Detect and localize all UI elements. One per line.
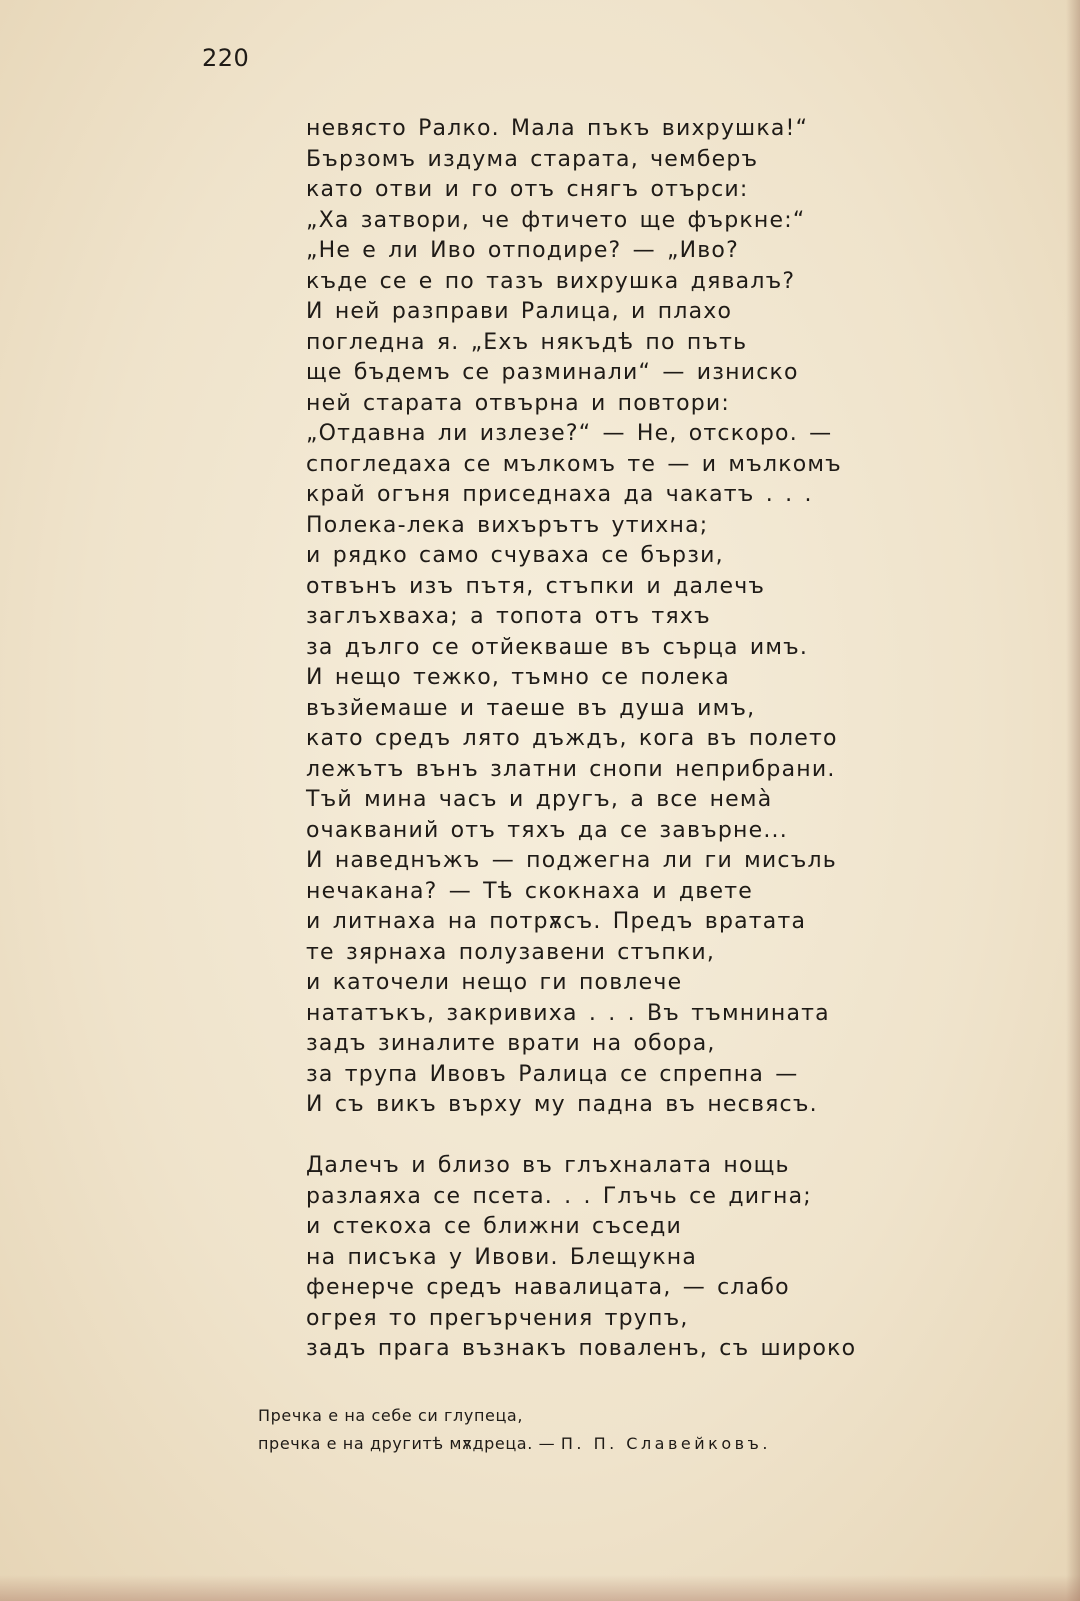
- poem-line: и рядко само счуваха се бързи,: [306, 543, 724, 568]
- poem-line: заглъхваха; а топота отъ тяхъ: [306, 604, 711, 629]
- poem-line: задъ зиналите врати на обора,: [306, 1031, 716, 1056]
- poem-line: фенерче средъ навалицата, — слабо: [306, 1275, 790, 1300]
- poem-line: ней старата отвърна и повтори:: [306, 390, 730, 416]
- poem-text: [306, 114, 906, 1365]
- poem-line: нечакана? — Тѣ скокнаха и двете: [306, 878, 753, 904]
- poem-line: И ней разправи Ралица, и плахо: [306, 299, 733, 324]
- poem-line: на писъка у Ивови. Блещукна: [306, 1244, 698, 1270]
- poem-line: погледна я. „Ехъ някъдѣ по пъть: [306, 329, 748, 355]
- poem-line: невясто Ралко. Мала пъкъ вихрушка!“: [306, 116, 809, 141]
- page-edge-shadow-right: [1066, 0, 1080, 1601]
- stanza-2: [306, 1151, 906, 1365]
- poem-line: спогледаха се мълкомъ те — и мълкомъ: [306, 451, 842, 477]
- poem-line: край огъня приседнаха да чакатъ . . .: [306, 482, 813, 507]
- poem-line: като средъ лято дъждъ, кога въ полето: [306, 726, 838, 751]
- epigraph-author: П. П. Славейковъ.: [560, 1434, 771, 1453]
- poem-line: възйемаше и таеше въ душа имъ,: [306, 695, 756, 721]
- poem-line: и литнаха на потрѫсъ. Предъ вратата: [306, 909, 807, 934]
- poem-line: и стекоха се ближни съседи: [306, 1214, 683, 1239]
- poem-line: за дълго се отйекваше въ сърца имъ.: [306, 634, 809, 660]
- stanza-1: [306, 114, 906, 1121]
- poem-line: разлаяха се псета. . . Глъчь се дигна;: [306, 1183, 812, 1209]
- poem-line: лежътъ вънъ златни снопи неприбрани.: [306, 756, 836, 782]
- epigraph-line-1: Пречка е на себе си глупеца,: [258, 1406, 524, 1425]
- poem-line: „Отдавна ли излезе?“ — Не, отскоро. —: [306, 421, 833, 446]
- page-number: 220: [202, 44, 250, 72]
- poem-line: Полека-лека вихърътъ утихна;: [306, 512, 709, 538]
- poem-line: Тъй мина часъ и другъ, а все немà: [306, 787, 773, 812]
- poem-line: къде се е по тазъ вихрушка дявалъ?: [306, 268, 796, 294]
- poem-line: очакваний отъ тяхъ да се завърне...: [306, 817, 788, 843]
- poem-line: задъ прага възнакъ поваленъ, съ широко: [306, 1336, 857, 1361]
- poem-line: И нещо тежко, тъмно се полека: [306, 665, 730, 690]
- poem-line: като отви и го отъ снягъ отърси:: [306, 177, 749, 202]
- page-edge-shadow-bottom: [0, 1575, 1080, 1601]
- poem-line: огрея то прегърчения трупъ,: [306, 1305, 689, 1331]
- epigraph: [258, 1402, 938, 1458]
- poem-line: И наведнъжъ — поджегна ли ги мисъль: [306, 848, 837, 873]
- poem-line: отвънъ изъ пътя, стъпки и далечъ: [306, 573, 766, 599]
- poem-line: и каточели нещо ги повлече: [306, 970, 683, 995]
- poem-line: за трупа Ивовъ Ралица се спрепна —: [306, 1061, 799, 1087]
- poem-line: „Ха затвори, че фтичето ще фъркне:“: [306, 207, 806, 233]
- poem-line: Далечъ и близо въ глъхналата нощь: [306, 1153, 790, 1178]
- poem-line: Бързомъ издума старата, чемберъ: [306, 146, 759, 172]
- epigraph-line-2-text: пречка е на другитѣ мѫдреца. —: [258, 1434, 556, 1453]
- poem-line: те зярнаха полузавени стъпки,: [306, 939, 716, 965]
- poem-line: И съ викъ върху му падна въ несвясъ.: [306, 1092, 818, 1117]
- poem-line: нататъкъ, закривиха . . . Въ тъмнината: [306, 1000, 830, 1026]
- poem-line: „Не е ли Иво отподире? — „Иво?: [306, 238, 739, 263]
- poem-line: ще бъдемъ се разминали“ — изниско: [306, 360, 799, 385]
- epigraph-line-2: [258, 1430, 938, 1458]
